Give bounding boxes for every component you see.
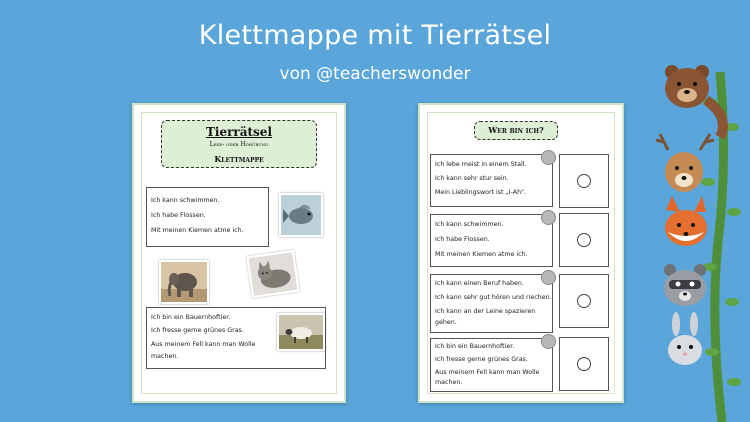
velcro-dot <box>577 357 591 371</box>
riddle-line: Ich fresse gerne grünes Gras. <box>435 356 528 363</box>
riddle-line: machen. <box>435 379 463 386</box>
answer-box[interactable] <box>559 154 609 208</box>
page-subtitle: von @teacherswonder <box>279 64 471 84</box>
elephant-photo[interactable] <box>159 260 209 304</box>
riddle-line: Ich habe Flossen. <box>151 212 206 219</box>
riddle-card[interactable] <box>146 187 269 247</box>
bear-icon <box>665 65 723 137</box>
animal-vine-decoration <box>650 62 750 422</box>
sheep-icon <box>279 315 323 349</box>
riddle-line: Aus meinem Fell kann man Wolle <box>435 369 540 376</box>
riddle-line: Ich kann schwimmen. <box>435 221 504 228</box>
answer-box[interactable] <box>559 337 609 391</box>
riddle-line: Ich fresse gerne grünes Gras. <box>151 327 244 334</box>
riddle-line: Ich kann schwimmen. <box>151 197 220 204</box>
sheep-photo[interactable] <box>277 313 325 351</box>
velcro-tab[interactable] <box>541 150 556 165</box>
sheet-heading: Wer bin ich? <box>488 125 544 135</box>
velcro-tab[interactable] <box>541 270 556 285</box>
riddle-line: Ich bin ein Bauernhoftier. <box>151 314 231 321</box>
velcro-dot <box>577 294 591 308</box>
elephant-icon <box>161 262 207 302</box>
riddle-card[interactable] <box>430 274 553 333</box>
cat-photo[interactable] <box>246 250 299 298</box>
riddle-line: Ich kann einen Beruf haben. <box>435 280 524 287</box>
riddle-line: Mein Lieblingswort ist „I-Ah". <box>435 189 526 196</box>
riddle-line: machen. <box>151 353 179 360</box>
sheet-header <box>474 121 558 140</box>
riddle-line: Aus meinem Fell kann man Wolle <box>151 341 256 348</box>
velcro-tab[interactable] <box>541 210 556 225</box>
bunny-icon <box>668 312 702 365</box>
riddle-card[interactable] <box>430 214 553 267</box>
sheet-label: Klettmappe <box>214 154 264 164</box>
riddle-card[interactable] <box>430 338 553 392</box>
worksheet-right <box>418 103 624 403</box>
fox-icon <box>665 196 707 246</box>
page-title: Klettmappe mit Tierrätsel <box>198 20 552 51</box>
riddle-line: Ich bin ein Bauernhoftier. <box>435 343 515 350</box>
fish-photo[interactable] <box>279 193 323 237</box>
riddle-line: Ich lebe meist in einem Stall. <box>435 161 527 168</box>
worksheet-left <box>132 103 346 403</box>
riddle-line: Ich habe Flossen. <box>435 236 490 243</box>
riddle-line: Ich kann sehr gut hören und riechen. <box>435 294 552 301</box>
riddle-line: gehen. <box>435 319 457 326</box>
sheet-heading: Tierrätsel <box>205 125 273 139</box>
sheet-header <box>161 120 317 168</box>
answer-box[interactable] <box>559 213 609 267</box>
cat-icon <box>249 252 298 296</box>
riddle-line: Ich kann sehr stur sein. <box>435 175 509 182</box>
velcro-dot <box>577 233 591 247</box>
velcro-tab[interactable] <box>541 334 556 349</box>
riddle-line: Mit meinen Kiemen atme ich. <box>151 227 244 234</box>
fish-icon <box>281 195 321 235</box>
sheet-subheading: Lese- oder Hörübung <box>209 141 269 148</box>
raccoon-icon <box>664 264 706 306</box>
velcro-dot <box>577 174 591 188</box>
answer-box[interactable] <box>559 274 609 328</box>
riddle-line: Ich kann an der Leine spazieren <box>435 308 536 315</box>
riddle-card[interactable] <box>430 154 553 207</box>
riddle-line: Mit meinen Kiemen atme ich. <box>435 251 528 258</box>
